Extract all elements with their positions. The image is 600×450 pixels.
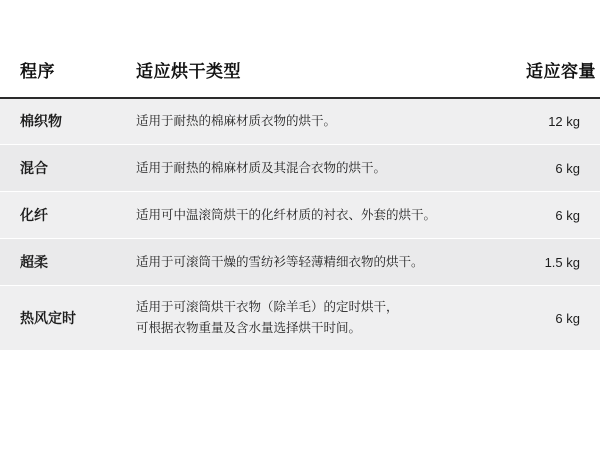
cell-capacity: 6 kg xyxy=(490,145,600,192)
cell-capacity: 12 kg xyxy=(490,98,600,145)
cell-capacity: 6 kg xyxy=(490,286,600,351)
table-body xyxy=(0,98,600,351)
dryer-program-table xyxy=(0,57,600,351)
cell-description xyxy=(98,192,490,239)
description-line: 可根据衣物重量及含水量选择烘干时间。 xyxy=(136,321,362,335)
table-header-row xyxy=(0,57,600,98)
table-row xyxy=(0,239,600,286)
table-header xyxy=(0,57,600,98)
table-row xyxy=(0,98,600,145)
cell-description xyxy=(98,286,490,351)
description-line: 适用于耐热的棉麻材质及其混合衣物的烘干。 xyxy=(136,160,387,175)
cell-program: 化纤 xyxy=(0,192,98,239)
table-row xyxy=(0,145,600,192)
cell-program: 超柔 xyxy=(0,239,98,286)
cell-description xyxy=(98,239,490,286)
cell-capacity: 6 kg xyxy=(490,192,600,239)
cell-program: 混合 xyxy=(0,145,98,192)
column-header-drying-type: 适应烘干类型 xyxy=(136,62,241,81)
description-line: 适用于耐热的棉麻材质衣物的烘干。 xyxy=(136,113,337,128)
cell-description xyxy=(98,98,490,145)
cell-description xyxy=(98,145,490,192)
cell-program: 棉织物 xyxy=(0,98,98,145)
dryer-program-table-container xyxy=(0,57,600,351)
cell-program: 热风定时 xyxy=(0,286,98,351)
description-line: 适用可中温滚筒烘干的化纤材质的衬衣、外套的烘干。 xyxy=(136,207,437,222)
description-line: 适用于可滚筒干燥的雪纺衫等轻薄精细衣物的烘干。 xyxy=(136,254,424,269)
column-header-capacity: 适应容量 xyxy=(526,62,596,81)
table-row xyxy=(0,286,600,351)
header-divider xyxy=(0,97,600,99)
cell-capacity: 1.5 kg xyxy=(490,239,600,286)
column-header-program: 程序 xyxy=(20,62,55,81)
table-row xyxy=(0,192,600,239)
description-line: 适用于可滚筒烘干衣物（除羊毛）的定时烘干， xyxy=(136,300,399,315)
